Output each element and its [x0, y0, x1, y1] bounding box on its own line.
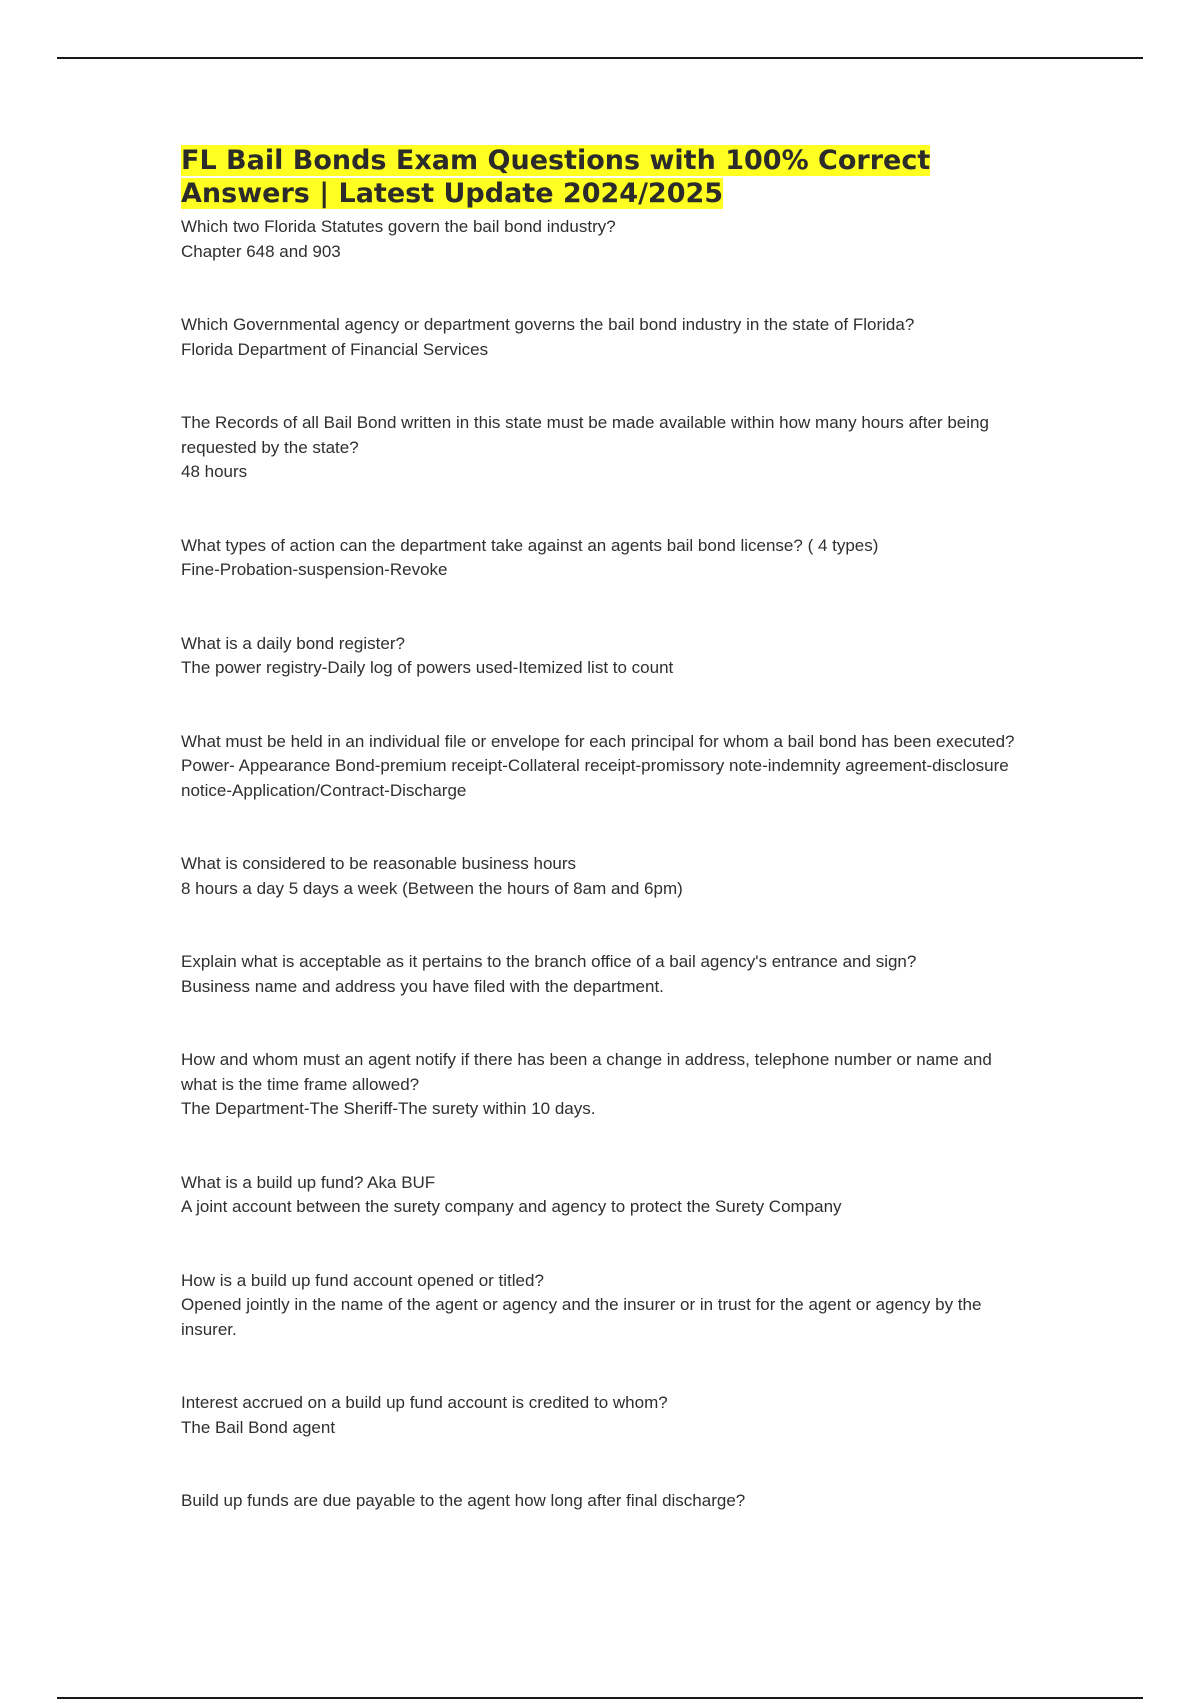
question-text: Interest accrued on a build up fund account is credited to whom? — [181, 1393, 668, 1412]
question-text: Explain what is acceptable as it pertains to the branch office of a bail agency's entrance and sign? — [181, 952, 917, 971]
qa-item — [181, 313, 1021, 362]
qa-list — [181, 215, 1021, 1514]
qa-item — [181, 730, 1021, 804]
answer-text: The Bail Bond agent — [181, 1417, 336, 1437]
question-text: Which two Florida Statutes govern the bail bond industry? — [181, 217, 616, 236]
answer-text: A joint account between the surety company and agency to protect the Surety Company — [181, 1197, 842, 1216]
answer-text: Chapter 648 and 903 — [181, 241, 341, 261]
answer-text: The power registry-Daily log of powers used-Itemized list to count — [181, 658, 674, 677]
answer-text: Florida Department of Financial Services — [181, 339, 489, 359]
answer-text: 8 hours a day 5 days a week (Between the hours of 8am and 6pm) — [181, 878, 683, 898]
qa-item — [181, 1489, 1021, 1514]
header-rule — [57, 57, 1143, 59]
answer-text: Business name and address you have filed with the department. — [181, 976, 664, 996]
qa-item — [181, 1048, 1021, 1122]
question-text: What is considered to be reasonable business hours — [181, 854, 577, 873]
qa-item — [181, 632, 1021, 681]
question-text: Which Governmental agency or department governs the bail bond industry in the state of Florida? — [181, 315, 915, 334]
qa-item — [181, 215, 1021, 264]
qa-item — [181, 950, 1021, 999]
answer-text: 48 hours — [181, 462, 248, 481]
question-text: The Records of all Bail Bond written in this state must be made available within how many hours after being requested by the state? — [181, 413, 989, 457]
title-line-1: FL Bail Bonds Exam Questions with 100% Correct — [181, 145, 931, 176]
question-text: What types of action can the department take against an agents bail bond license? ( 4 types) — [181, 535, 879, 555]
answer-text: Fine-Probation-suspension-Revoke — [181, 560, 448, 579]
answer-text: Power- Appearance Bond-premium receipt-Collateral receipt-promissory note-indemnity agreement-disclosure notice-Application/Contract-Discharge — [181, 756, 1009, 800]
answer-text: The Department-The Sheriff-The surety within 10 days. — [181, 1099, 596, 1118]
qa-item — [181, 1269, 1021, 1343]
footer-rule — [57, 1697, 1143, 1699]
answer-text: Opened jointly in the name of the agent or agency and the insurer or in trust for the agent or agency by the insurer. — [181, 1295, 982, 1339]
question-text: How is a build up fund account opened or titled? — [181, 1270, 544, 1290]
qa-item — [181, 852, 1021, 901]
qa-item — [181, 534, 1021, 583]
question-text: What must be held in an individual file or envelope for each principal for whom a bail bond has been executed? — [181, 731, 1015, 751]
qa-item — [181, 411, 1021, 485]
title-line-2: Answers | Latest Update 2024/2025 — [181, 178, 724, 209]
document-body — [181, 144, 1021, 1514]
question-text: What is a daily bond register? — [181, 633, 405, 653]
qa-item — [181, 1171, 1021, 1220]
document-title — [181, 144, 1021, 210]
question-text: Build up funds are due payable to the agent how long after final discharge? — [181, 1491, 746, 1510]
question-text: What is a build up fund? Aka BUF — [181, 1172, 436, 1192]
qa-item — [181, 1391, 1021, 1440]
question-text: How and whom must an agent notify if there has been a change in address, telephone number or name and what is the time frame allowed? — [181, 1050, 992, 1094]
